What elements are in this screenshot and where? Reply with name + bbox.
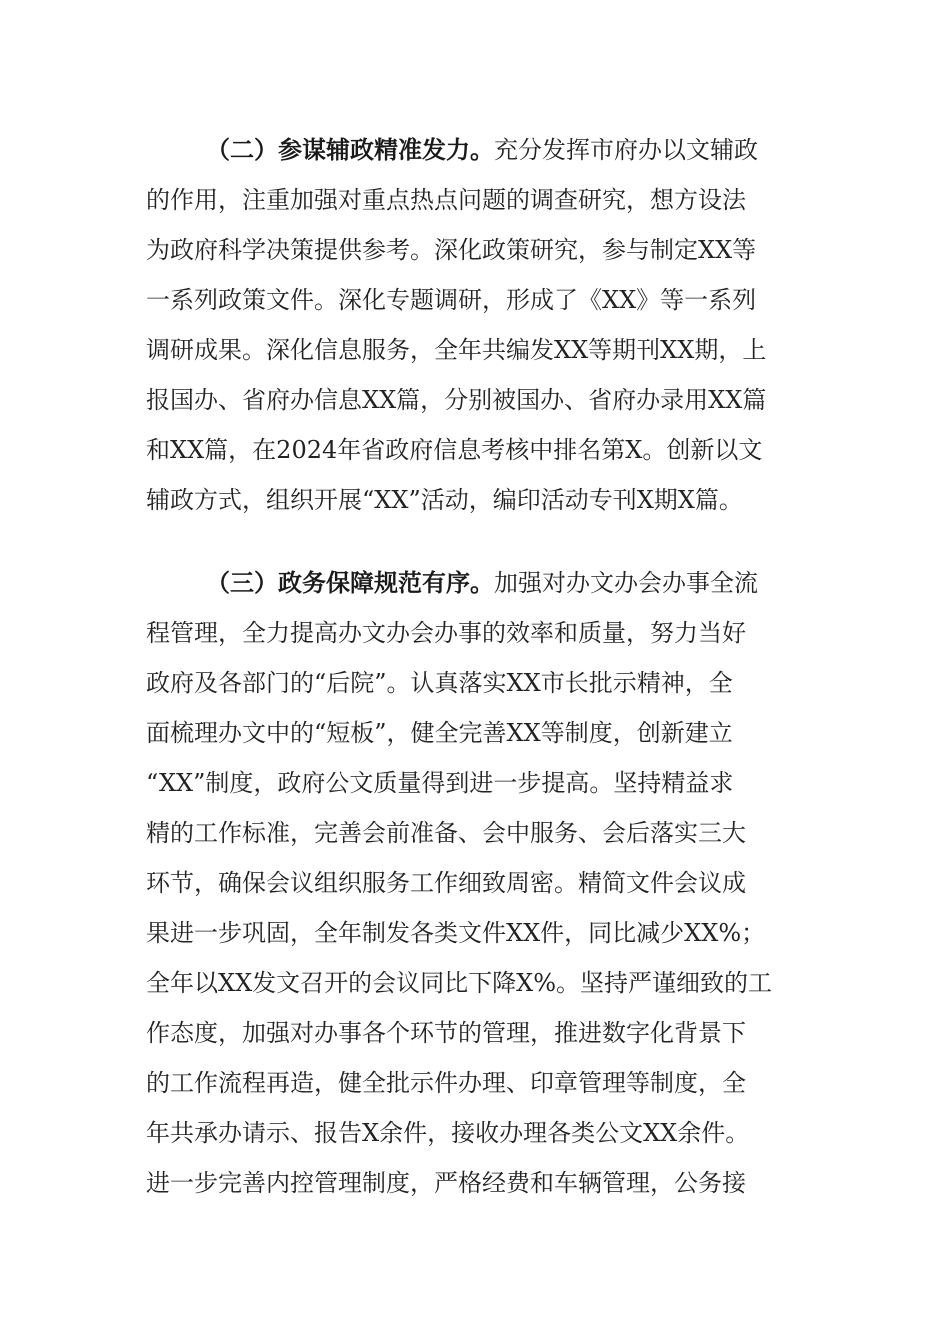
paragraph-line: 政府及各部门的“后院”。认真落实XX市长批示精神，全 xyxy=(146,669,733,697)
paragraph-line: 辅政方式，组织开展“XX”活动，编印活动专刊X期X篇。 xyxy=(146,486,743,514)
paragraph-text: 加强对办文办会办事全流 xyxy=(494,569,758,597)
section-heading: （二）参谋辅政精准发力。 xyxy=(206,136,494,164)
paragraph-text: 充分发挥市府办以文辅政 xyxy=(494,136,758,164)
paragraph-line: 的工作流程再造，健全批示件办理、印章管理等制度，全 xyxy=(146,1069,746,1097)
paragraph-line: “XX”制度，政府公文质量得到进一步提高。坚持精益求 xyxy=(146,769,734,797)
paragraph-line: 进一步完善内控管理制度，严格经费和车辆管理，公务接 xyxy=(146,1169,746,1197)
paragraph-line: 一系列政策文件。深化专题调研，形成了《XX》等一系列 xyxy=(146,286,757,314)
paragraph-line xyxy=(206,566,758,600)
paragraph-line: 程管理，全力提高办文办会办事的效率和质量，努力当好 xyxy=(146,619,746,647)
paragraph-line: 环节，确保会议组织服务工作细致周密。精简文件会议成 xyxy=(146,869,746,897)
paragraph-line: 年共承办请示、报告X余件，接收办理各类公文XX余件。 xyxy=(146,1119,750,1147)
paragraph-line: 调研成果。深化信息服务，全年共编发XX等期刊XX期，上 xyxy=(146,336,767,364)
paragraph-line: 为政府科学决策提供参考。深化政策研究，参与制定XX等 xyxy=(146,236,757,264)
paragraph-line: 全年以XX发文召开的会议同比下降X%。坚持严谨细致的工 xyxy=(146,969,773,997)
paragraph-line: 和XX篇，在2024年省政府信息考核中排名第X。创新以文 xyxy=(146,436,763,464)
paragraph-line: 面梳理办文中的“短板”，健全完善XX等制度，创新建立 xyxy=(146,719,733,747)
section-heading: （三）政务保障规范有序。 xyxy=(206,569,494,597)
paragraph-line: 精的工作标准，完善会前准备、会中服务、会后落实三大 xyxy=(146,819,746,847)
paragraph-line xyxy=(206,133,758,167)
paragraph-line: 作态度，加强对办事各个环节的管理，推进数字化背景下 xyxy=(146,1019,746,1047)
paragraph-line: 的作用，注重加强对重点热点问题的调查研究，想方设法 xyxy=(146,186,746,214)
paragraph-line: 报国办、省府办信息XX篇，分别被国办、省府办录用XX篇 xyxy=(146,386,767,414)
paragraph-line: 果进一步巩固，全年制发各类文件XX件，同比减少XX%； xyxy=(146,919,766,947)
